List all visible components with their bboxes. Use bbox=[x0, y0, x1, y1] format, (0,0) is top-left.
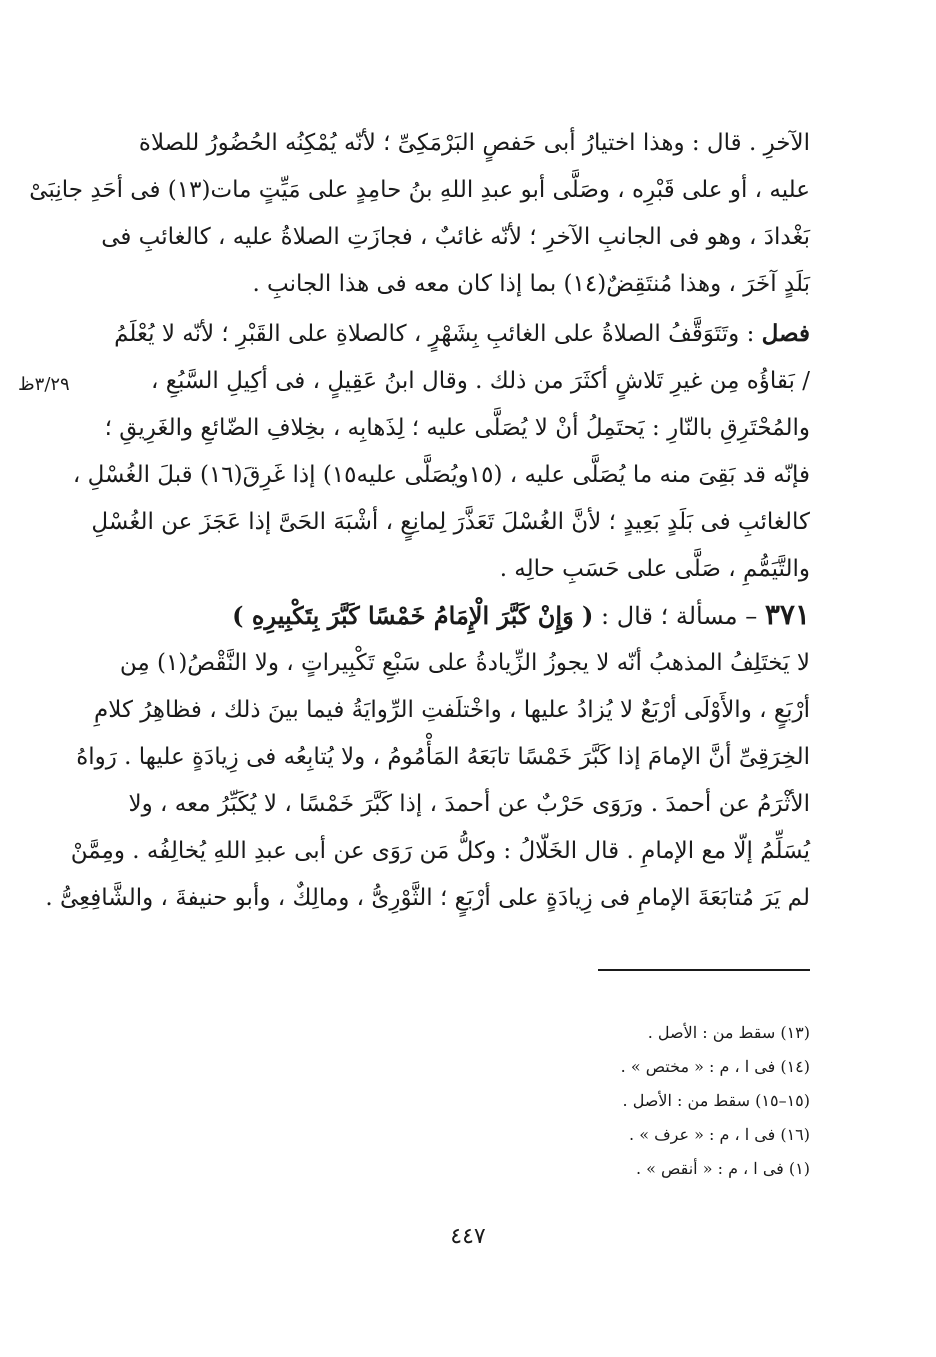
footnote: (١) فى ا ، م : « أنقص » . bbox=[635, 1159, 810, 1178]
paragraph-line-rest: : وتَتَوَقَّفُ الصلاةُ على الغائبِ بِشَهْرٍ ، كالصلاةِ على القَبْرِ ؛ لأنّه لا يُعْلَمُ bbox=[114, 321, 755, 347]
footnote: (١٣) سقط من : الأصل . bbox=[647, 1023, 810, 1042]
paragraph-line-first bbox=[114, 310, 810, 358]
paragraph-line: الآخرِ . قال : وهذا اختيارُ أبى حَفصٍ البَرْمَكِىِّ ؛ لأنّه يُمْكِنُه الحُضُورُ للصلاة bbox=[138, 130, 810, 156]
section-heading bbox=[130, 593, 810, 638]
footnote: (١٤) فى ا ، م : « مختص » . bbox=[620, 1057, 810, 1076]
paragraph-line: الأثْرَمُ عن أحمدَ . ورَوَى حَرْبٌ عن أحمدَ ، إذا كَبَّرَ خَمْسًا ، لا يُكَبِّرُ معه ، ولا bbox=[128, 791, 810, 817]
section-quote: ( وَإِنْ كَبَّرَ الْإِمَامُ خَمْسًا كَبَّرَ بِتَكْبِيرِهِ ) bbox=[232, 601, 594, 630]
paragraph-line: بَلَدٍ آخَرَ ، وهذا مُنتَقِضٌ(١٤) بما إذا كان معه فى هذا الجانبِ . bbox=[252, 271, 810, 297]
paragraph-line: فإنّه قد بَقِىَ منه ما يُصَلَّى عليه ، (١٥ويُصَلَّى عليه١٥) إذا غَرِقَ(١٦) قبلَ الغُسْلِ ، bbox=[72, 462, 810, 488]
paragraph-line: أرْبَعٍ ، والأَوْلَى أرْبَعٌ لا يُزادُ عليها ، واخْتلَفتِ الرِّوايَةُ فيما بينَ ذلك ، فظاهِرُ كلامِ bbox=[94, 697, 810, 723]
paragraph-line: والتَّيَمُّمِ ، صَلَّى على حَسَبِ حالِه . bbox=[499, 556, 810, 582]
section-number: ٣٧١ bbox=[764, 598, 810, 631]
section-prefix: – مسألة ؛ قال : bbox=[601, 602, 758, 630]
footnote: (١٦) فى ا ، م : « عرف » . bbox=[629, 1125, 810, 1144]
margin-manuscript-reference: ٣/٢٩ظ bbox=[18, 374, 70, 395]
footnote-separator bbox=[598, 969, 810, 971]
page-number: ٤٤٧ bbox=[450, 1224, 486, 1249]
footnote: (١٥–١٥) سقط من : الأصل . bbox=[622, 1091, 810, 1110]
paragraph-line: الخِرَقِىِّ أنَّ الإمامَ إذا كَبَّرَ خَمْسًا تابَعَهُ المَأْمُومُ ، ولا يُتابِعُه فى زِيادَةٍ عليها . رَواهُ bbox=[76, 744, 810, 770]
paragraph-line: عليه ، أو على قَبْرِه ، وصَلَّى أبو عبدِ اللهِ بنُ حامِدٍ على مَيِّتٍ مات(١٣) فى أحَدِ جانِبَىْ bbox=[29, 177, 810, 203]
paragraph-line: كالغائبِ فى بَلَدٍ بَعِيدٍ ؛ لأنَّ الغُسْلَ تَعَذَّرَ لِمانِعٍ ، أشْبَهَ الحَىَّ إذا عَجَزَ عن الغُسْلِ bbox=[91, 509, 810, 535]
paragraph-line: / بَقاؤُه مِن غيرِ تَلاشٍ أكثَرَ من ذلك . وقال ابنُ عَقِيلٍ ، فى أكِيلِ السَّبُعِ ، bbox=[150, 368, 810, 394]
paragraph-line: والمُحْتَرِقِ بالنّارِ : يَحتَمِلُ أنْ لا يُصَلَّى عليه ؛ لِذَهابِه ، بخِلافِ الضّائعِ والغَرِيقِ ؛ bbox=[104, 415, 810, 441]
paragraph-line: بَغْدادَ ، وهو فى الجانبِ الآخرِ ؛ لأنّه غائبٌ ، فجازَتِ الصلاةُ عليه ، كالغائبِ فى bbox=[101, 224, 810, 250]
paragraph-1 bbox=[29, 120, 810, 308]
paragraph-3 bbox=[45, 640, 810, 922]
paragraph-line: يُسَلِّمُ إلّا مع الإمامِ . قال الخَلّالُ : وكلُّ مَن رَوَى عن أبى عبدِ اللهِ يُخالِفُه . ومِمَّنْ bbox=[70, 838, 810, 864]
paragraph-2 bbox=[72, 310, 810, 593]
footnotes bbox=[430, 1016, 810, 1186]
fasl-label: فصل bbox=[761, 320, 810, 347]
paragraph-line: لم يَرَ مُتابَعَةَ الإمامِ فى زِيادَةٍ على أرْبَعٍ ؛ الثَّوْرِىُّ ، ومالِكٌ ، وأبو حنيفةَ ، والشَّافِعِىُّ . bbox=[45, 885, 810, 911]
paragraph-line: لا يَختَلِفُ المذهبُ أنّه لا يجوزُ الزِّيادةُ على سَبْعِ تَكْبِيراتٍ ، ولا النَّقْصُ(١) مِن bbox=[119, 650, 810, 676]
